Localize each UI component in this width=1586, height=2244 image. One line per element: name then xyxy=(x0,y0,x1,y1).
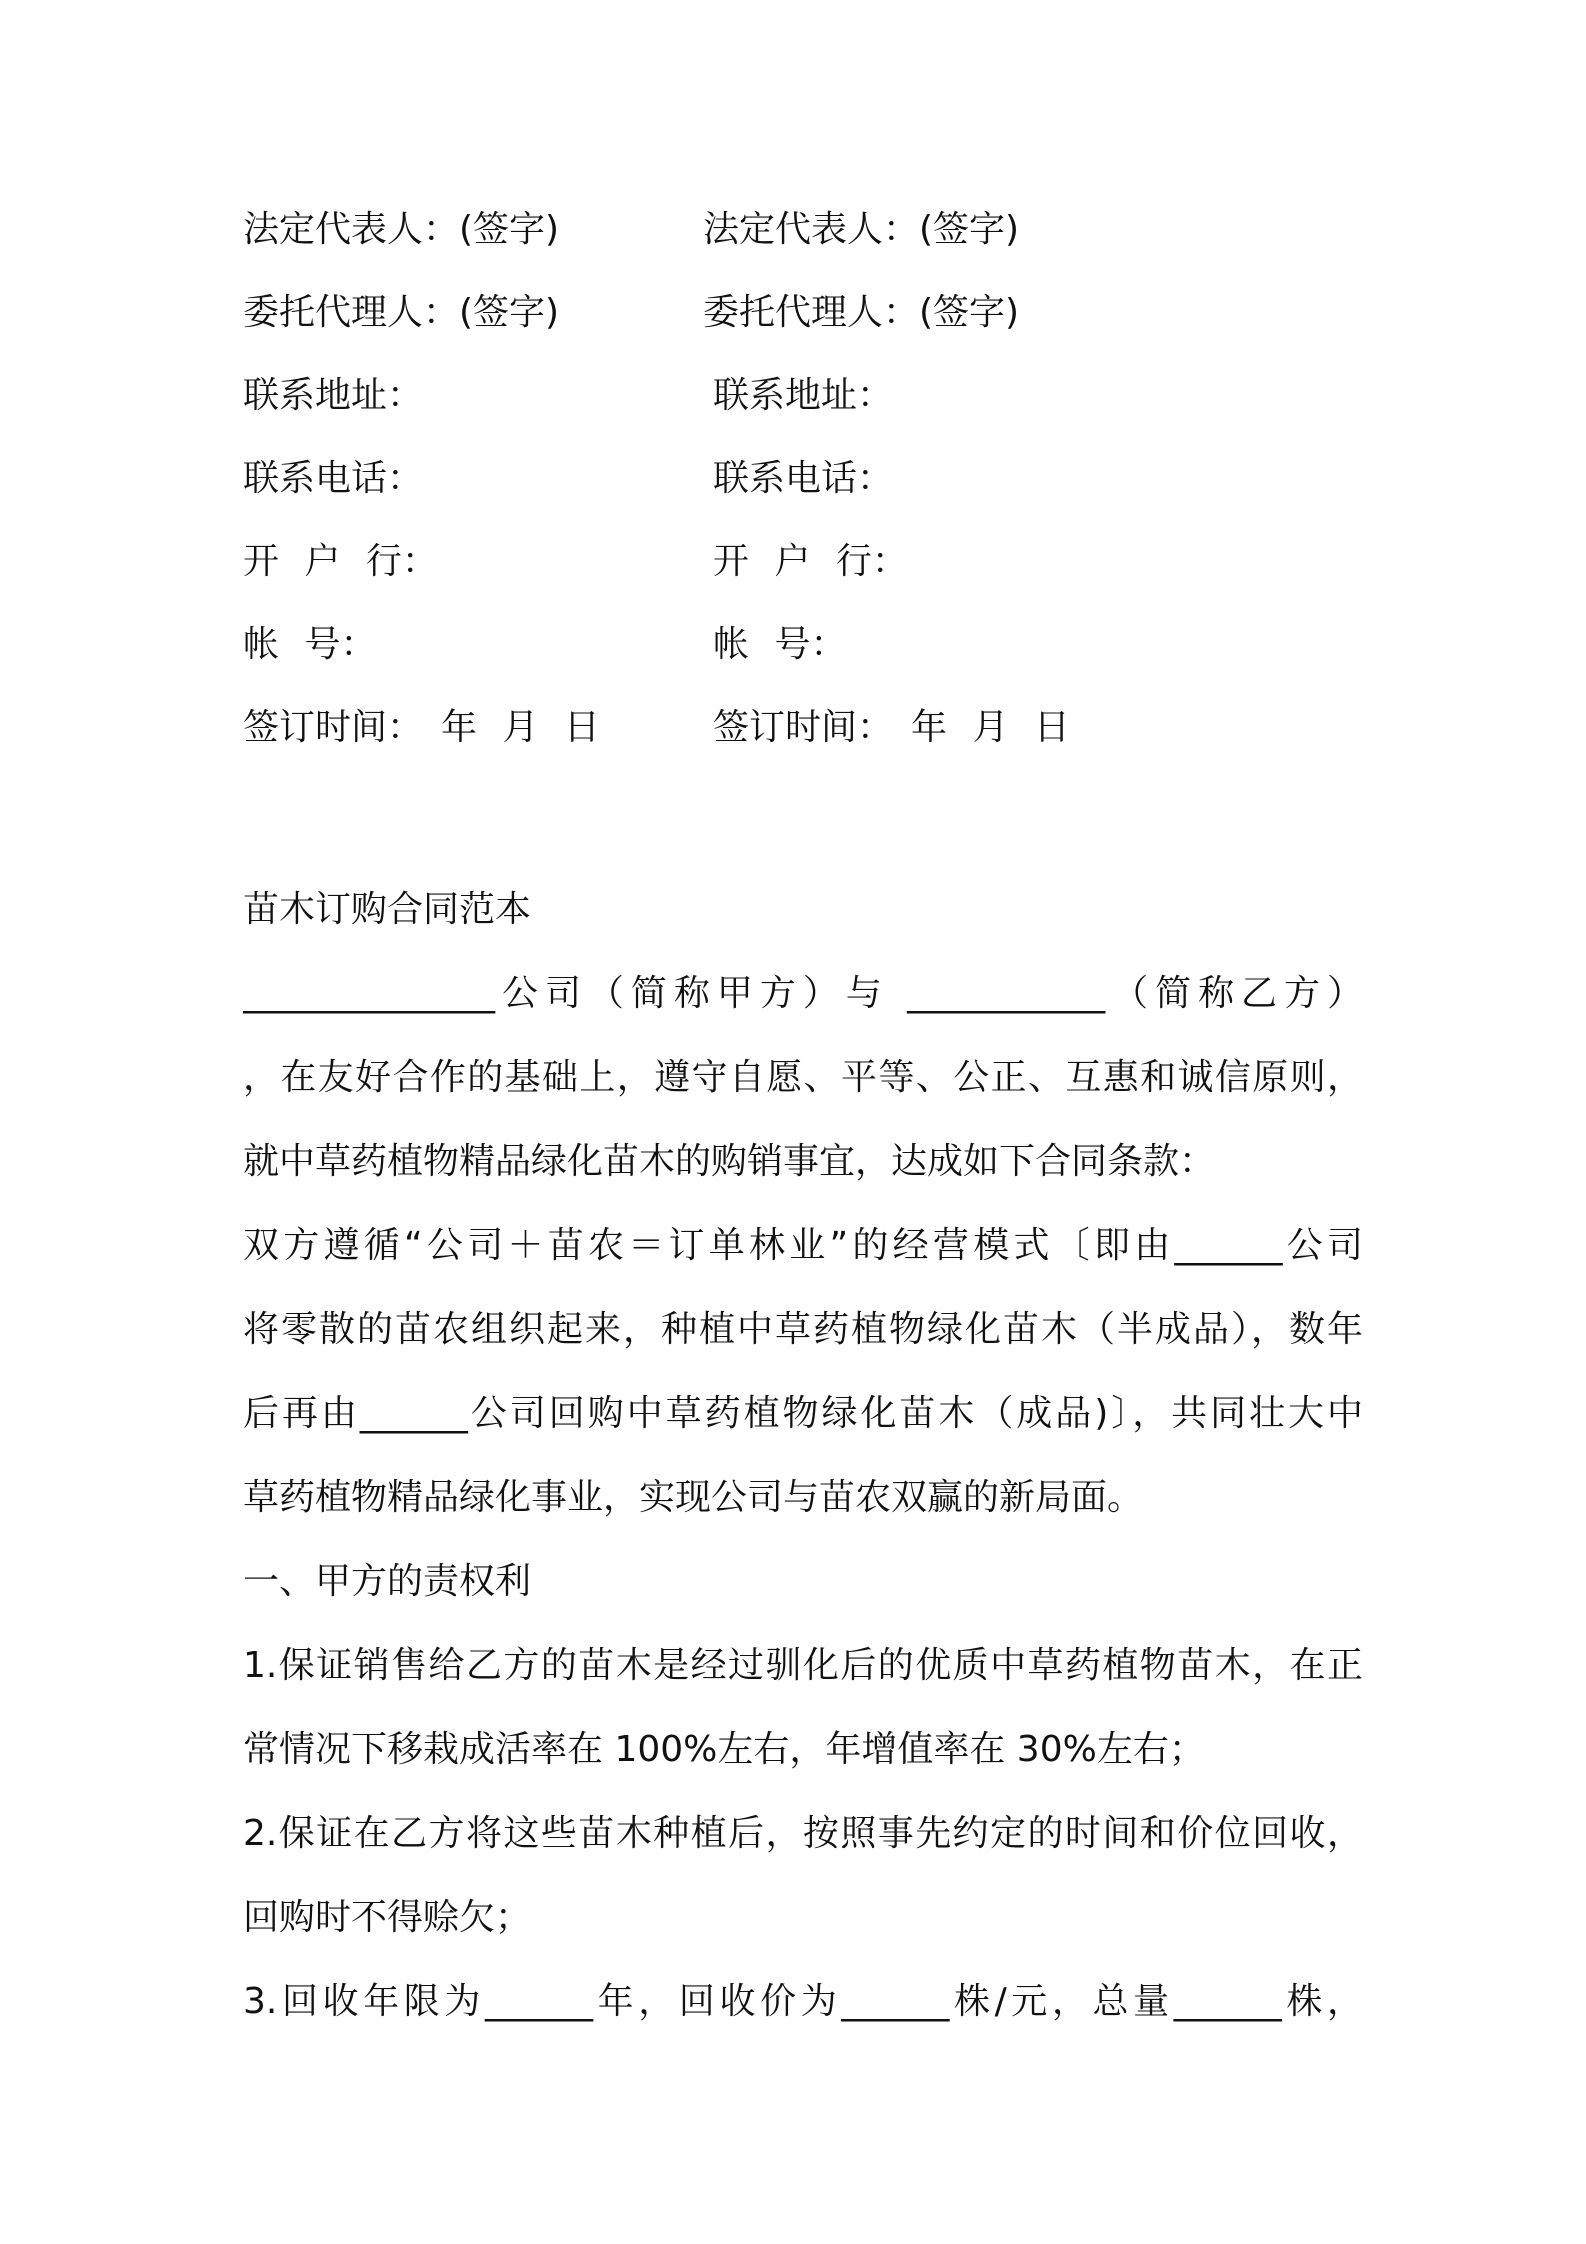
contract-line: 2.保证在乙方将这些苗木种植后，按照事先约定的时间和价位回收， xyxy=(243,1813,1363,1854)
party-a-authorized-agent: 委托代理人：(签字) xyxy=(243,292,560,333)
contract-line: 回购时不得赊欠； xyxy=(243,1897,532,1938)
party-a-address: 联系地址： xyxy=(243,375,424,416)
contract-body xyxy=(243,868,1363,2044)
contract-line: 1.保证销售给乙方的苗木是经过驯化后的优质中草药植物苗木，在正 xyxy=(243,1645,1363,1686)
signature-row-account xyxy=(0,615,1586,675)
contract-line: 草药植物精品绿化事业，实现公司与苗农双赢的新局面。 xyxy=(243,1477,1144,1518)
contract-line: 就中草药植物精品绿化苗木的购销事宜，达成如下合同条款： xyxy=(243,1141,1216,1182)
contract-line: 后再由______公司回购中草药植物绿化苗木（成品)〕，共同壮大中 xyxy=(243,1393,1363,1434)
contract-line: 常情况下移栽成活率在 100%左右，年增值率在 30%左右； xyxy=(243,1729,1205,1770)
party-a-legal-representative: 法定代表人：(签字) xyxy=(243,209,560,250)
party-b-phone: 联系电话： xyxy=(713,458,894,499)
contract-line: ______________公司（简称甲方）与 ___________（简称乙方） xyxy=(243,973,1363,1014)
party-a-bank: 开 户 行： xyxy=(243,541,438,582)
signature-row-bank xyxy=(0,532,1586,592)
contract-line: 3.回收年限为______年，回收价为______株/元，总量______株， xyxy=(243,1981,1363,2022)
signature-row-agent xyxy=(0,283,1586,343)
party-b-legal-representative: 法定代表人：(签字) xyxy=(703,209,1020,250)
party-b-account: 帐 号： xyxy=(713,624,847,665)
signature-row-phone xyxy=(0,449,1586,509)
party-b-bank: 开 户 行： xyxy=(713,541,908,582)
contract-title: 苗木订购合同范本 xyxy=(243,889,532,930)
contract-line: 双方遵循“公司＋苗农＝订单林业”的经营模式〔即由______公司 xyxy=(243,1225,1363,1266)
section-heading: 一、甲方的责权利 xyxy=(243,1561,532,1602)
signature-row-date xyxy=(0,698,1586,758)
party-b-address: 联系地址： xyxy=(713,375,894,416)
signature-row-address xyxy=(0,366,1586,426)
party-a-signing-date: 签订时间： 年 月 日 xyxy=(243,707,600,748)
party-a-phone: 联系电话： xyxy=(243,458,424,499)
contract-line: ，在友好合作的基础上，遵守自愿、平等、公正、互惠和诚信原则， xyxy=(243,1057,1363,1098)
contract-line: 将零散的苗农组织起来，种植中草药植物绿化苗木（半成品），数年 xyxy=(243,1309,1363,1350)
party-a-account: 帐 号： xyxy=(243,624,377,665)
party-b-authorized-agent: 委托代理人：(签字) xyxy=(703,292,1020,333)
signature-row-legal-rep xyxy=(0,200,1586,260)
party-b-signing-date: 签订时间： 年 月 日 xyxy=(713,707,1070,748)
